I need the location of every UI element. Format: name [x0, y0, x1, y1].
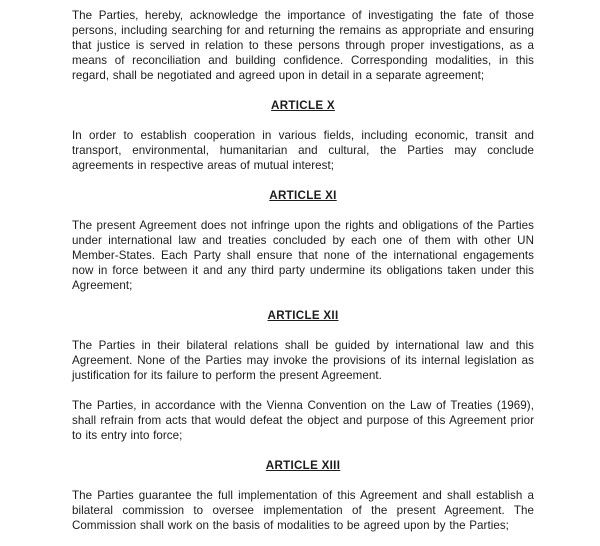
article-xii-heading: ARTICLE XII [267, 309, 339, 322]
paragraph-vienna-convention: The Parties, in accordance with the Vienna Convention on the Law of Treaties (1969), shall refrain from acts that would defeat the object and purpose of this Agreement prior to its entry into force; [72, 399, 534, 442]
paragraph-bilateral-commission: The Parties guarantee the full implementation of this Agreement and shall establish a bilateral commission to oversee implementation of the present Agreement. The Commission shall work on the basis of modalities to be agreed upon by the Parties; [72, 489, 534, 532]
paragraph-international-obligations: The present Agreement does not infringe upon the rights and obligations of the Parties under international law and treaties concluded by each one of them with other UN Member-States. Each Party shall ensure that none of the international engagements now in force between it and any third party undermine its obligations taken under this Agreement; [72, 219, 534, 292]
paragraph-remains-investigation: The Parties, hereby, acknowledge the importance of investigating the fate of those persons, including searching for and returning the remains as appropriate and ensuring that justice is served in relation to these persons through proper investigations, as a means of reconciliation and building confidence. Corresponding modalities, in this regard, shall be negotiated and agreed upon in detail in a separate agreement; [72, 9, 534, 82]
article-xiii-heading: ARTICLE XIII [265, 459, 341, 472]
article-x-heading: ARTICLE X [271, 99, 335, 112]
paragraph-bilateral-relations: The Parties in their bilateral relations shall be guided by international law and this Agreement. None of the Parties may invoke the provisions of its internal legislation as justification for its failure to perform the present Agreement. [72, 339, 534, 382]
paragraph-cooperation-fields: In order to establish cooperation in various fields, including economic, transit and transport, environmental, humanitarian and cultural, the Parties may conclude agreements in respective areas of mutual interest; [72, 129, 534, 172]
article-xi-heading: ARTICLE XI [269, 189, 337, 202]
